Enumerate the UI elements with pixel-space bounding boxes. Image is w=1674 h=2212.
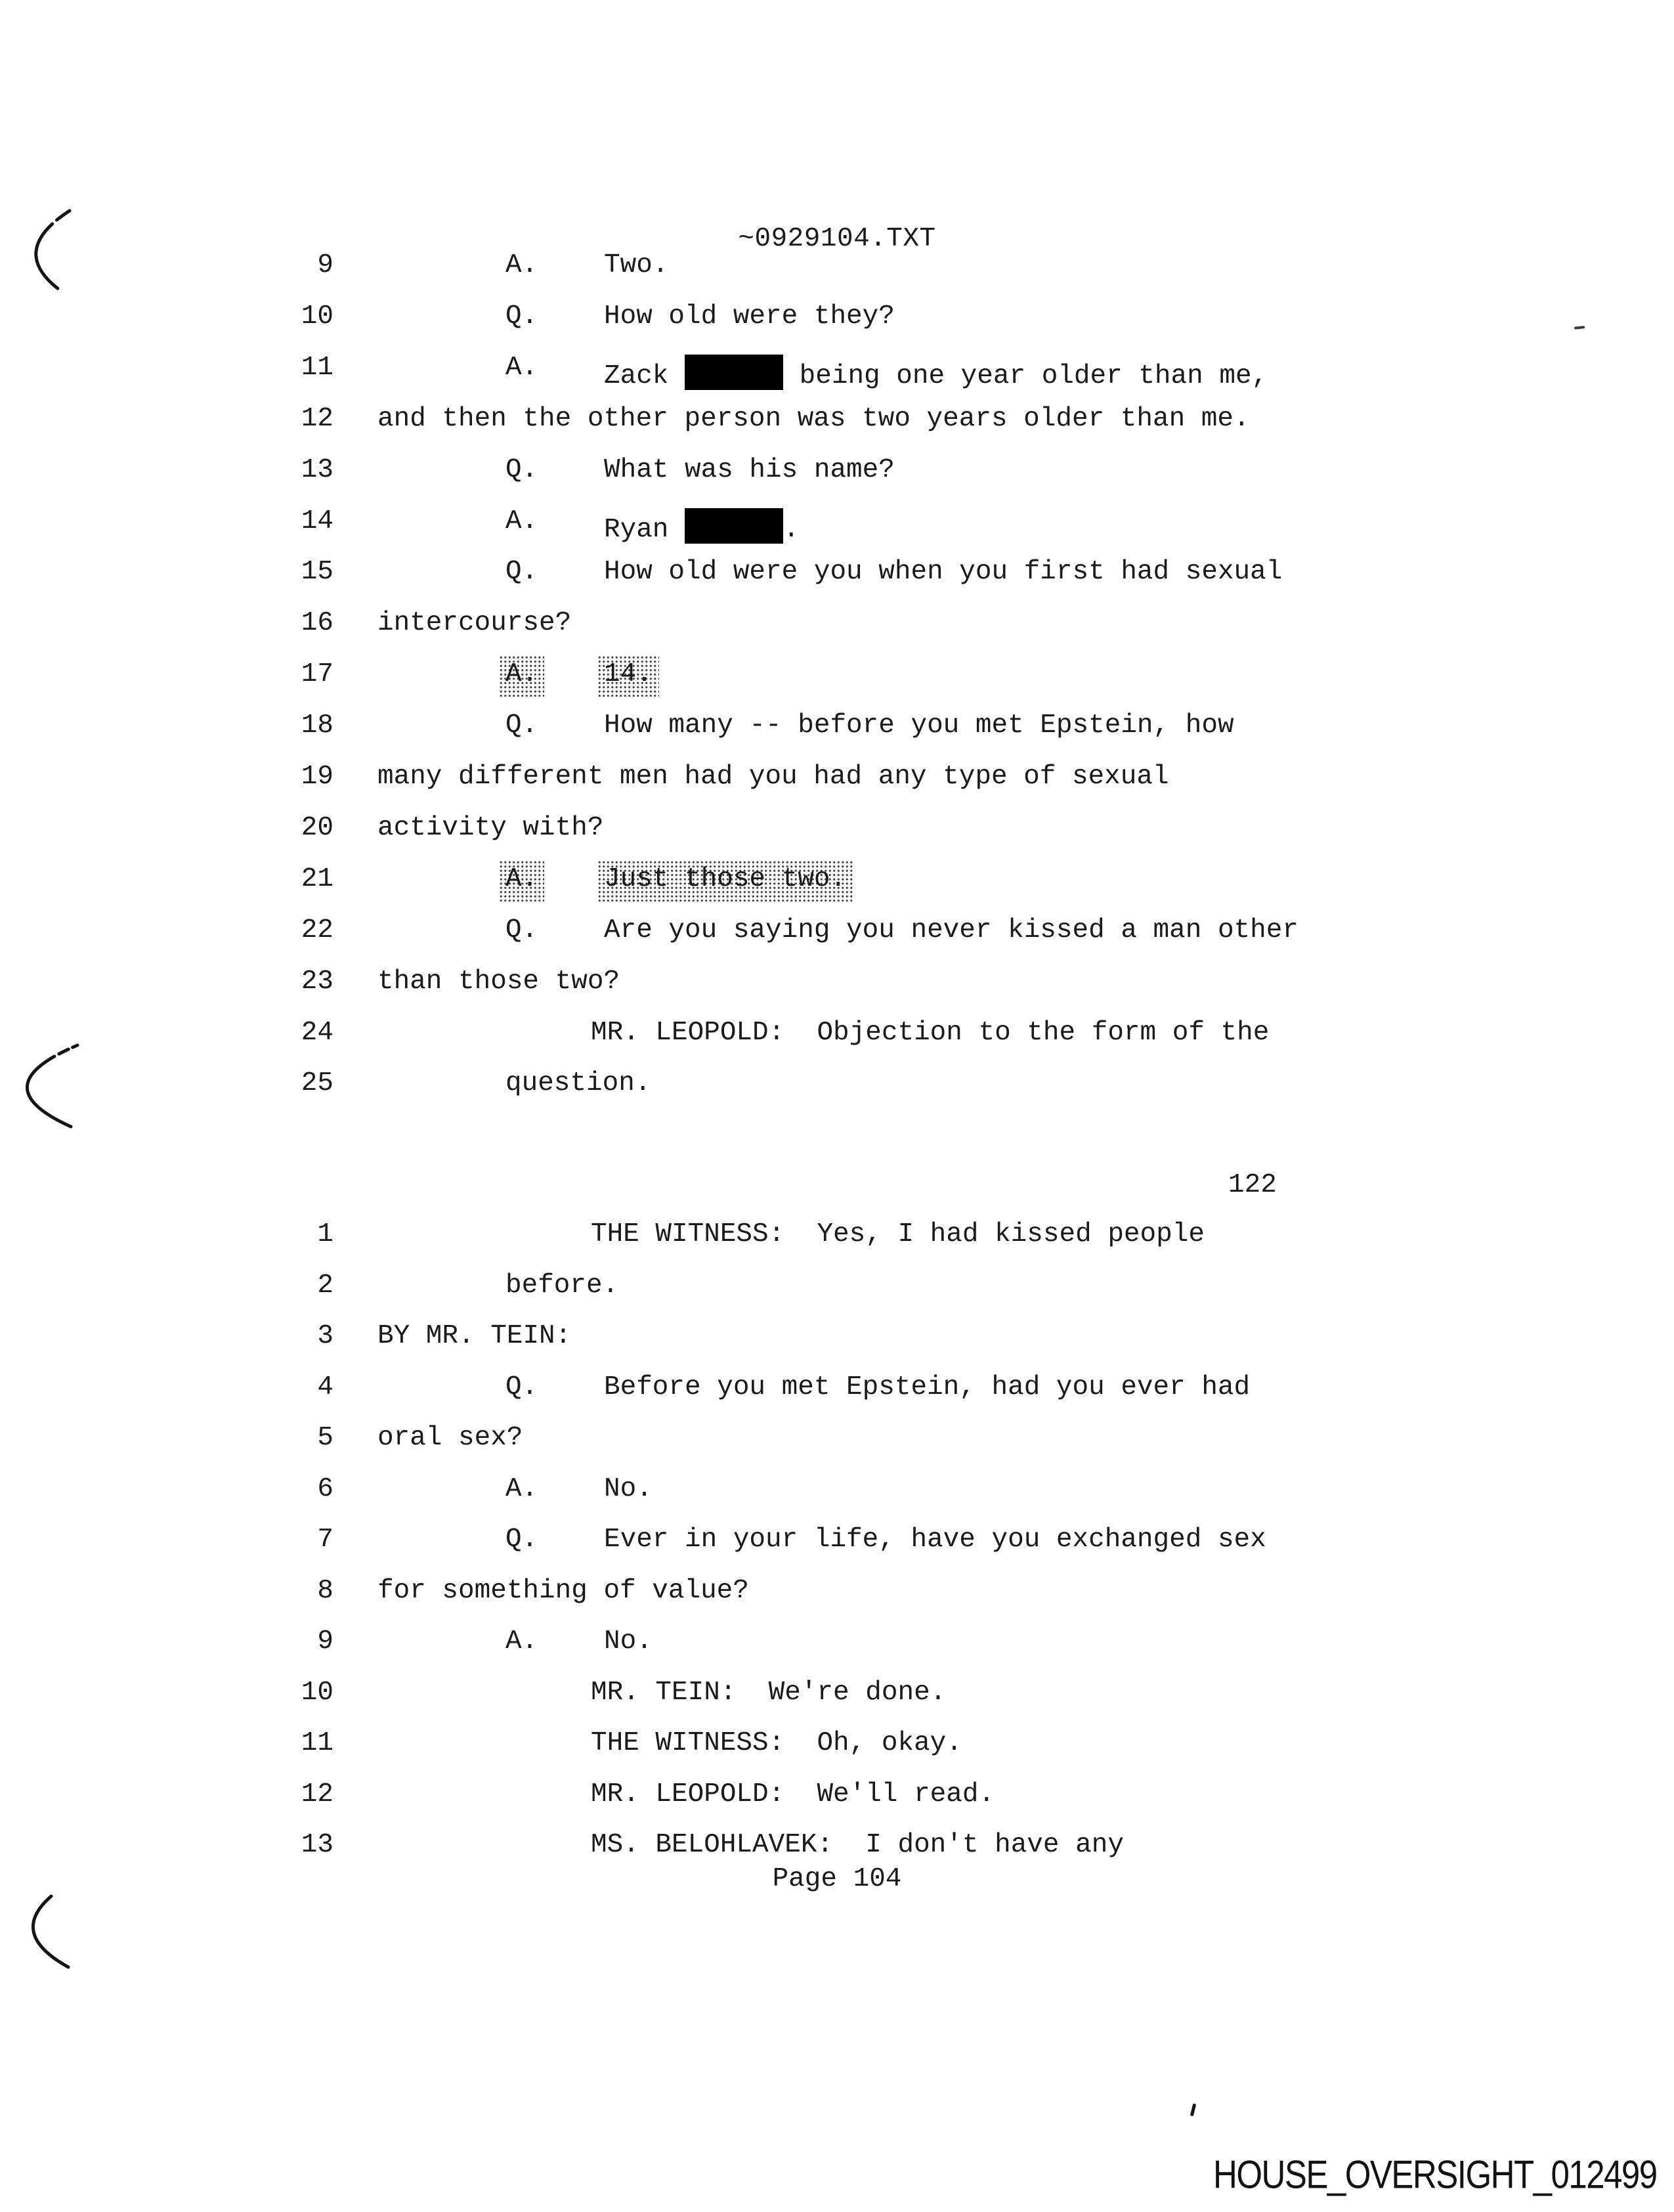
line-text xyxy=(604,508,800,544)
line-number: 16 xyxy=(301,608,333,638)
line-text: BY MR. TEIN: xyxy=(377,1321,572,1351)
line-text: How many -- before you met Epstein, how xyxy=(604,710,1234,741)
line-number: 10 xyxy=(301,1678,333,1708)
qa-label: A. xyxy=(505,353,538,383)
qa-label: A. xyxy=(505,1626,538,1657)
line-number: 4 xyxy=(317,1372,333,1402)
qa-label: Q. xyxy=(505,1525,538,1555)
line-text xyxy=(604,355,1268,390)
transcript-line xyxy=(0,406,1674,445)
line-number: 9 xyxy=(317,1626,333,1657)
transcript-line xyxy=(0,1730,1674,1769)
line-text: THE WITNESS: Yes, I had kissed people xyxy=(591,1219,1205,1249)
transcript-line xyxy=(0,1221,1674,1261)
line-number: 11 xyxy=(301,353,333,383)
hole-punch-arc-bottom xyxy=(33,1896,68,1967)
redaction-box xyxy=(685,508,783,544)
transcript-line xyxy=(0,610,1674,649)
header-filename: ~0929104.TXT xyxy=(738,224,936,254)
line-number: 14 xyxy=(301,506,333,536)
line-number: 19 xyxy=(301,762,333,792)
line-text: 14. xyxy=(597,655,659,697)
line-number: 11 xyxy=(301,1728,333,1758)
line-text: Just those two. xyxy=(597,860,853,901)
qa-label: A. xyxy=(505,1474,538,1504)
qa-label: Q. xyxy=(505,710,538,741)
line-number: 15 xyxy=(301,557,333,587)
redaction-box xyxy=(685,355,783,390)
line-text: many different men had you had any type of sexual xyxy=(377,762,1169,792)
line-number: 3 xyxy=(317,1321,333,1351)
qa-label: Q. xyxy=(505,455,538,485)
line-text: No. xyxy=(604,1474,653,1504)
line-number: 13 xyxy=(301,455,333,485)
line-number: 12 xyxy=(301,1779,333,1810)
line-number: 6 xyxy=(317,1474,333,1504)
line-text: question. xyxy=(505,1068,651,1098)
line-text-segment: Zack xyxy=(604,361,685,391)
transcript-line xyxy=(0,355,1674,394)
transcript-line xyxy=(0,252,1674,292)
line-number: 23 xyxy=(301,966,333,997)
line-text: intercourse? xyxy=(377,608,572,638)
qa-label: Q. xyxy=(505,915,538,945)
line-number: 8 xyxy=(317,1576,333,1606)
transcript-line xyxy=(0,764,1674,803)
line-number: 18 xyxy=(301,710,333,741)
qa-label: A. xyxy=(505,250,538,280)
line-text: What was his name? xyxy=(604,455,895,485)
line-text: oral sex? xyxy=(377,1423,523,1453)
line-text: and then the other person was two years older than me. xyxy=(377,404,1250,434)
line-number: 7 xyxy=(317,1525,333,1555)
qa-label: A. xyxy=(499,655,544,697)
transcript-line xyxy=(0,1425,1674,1464)
bates-stamp: HOUSE_OVERSIGHT_012499 xyxy=(1213,2152,1657,2197)
page-number-122: 122 xyxy=(1228,1170,1277,1200)
transcript-line xyxy=(0,1272,1674,1312)
transcript-line xyxy=(0,508,1674,548)
transcript-line xyxy=(0,1527,1674,1566)
line-text: MS. BELOHLAVEK: I don't have any xyxy=(591,1830,1124,1860)
transcript-line xyxy=(0,303,1674,343)
transcript-line xyxy=(0,559,1674,598)
line-number: 10 xyxy=(301,301,333,332)
line-number: 22 xyxy=(301,915,333,945)
qa-label: A. xyxy=(505,506,538,536)
qa-label: Q. xyxy=(505,1372,538,1402)
transcript-line xyxy=(0,712,1674,752)
transcript-line xyxy=(0,457,1674,496)
transcript-line xyxy=(0,866,1674,905)
line-text: activity with? xyxy=(377,813,604,843)
transcript-line xyxy=(0,917,1674,957)
qa-label: Q. xyxy=(505,557,538,587)
line-text: before. xyxy=(505,1270,619,1301)
transcript-line xyxy=(0,1323,1674,1362)
qa-label: A. xyxy=(499,860,544,901)
line-text: MR. TEIN: We're done. xyxy=(591,1678,947,1708)
line-text: Before you met Epstein, had you ever had xyxy=(604,1372,1251,1402)
line-text: for something of value? xyxy=(377,1576,749,1606)
line-number: 20 xyxy=(301,813,333,843)
transcript-line xyxy=(0,1781,1674,1821)
transcript-line xyxy=(0,1374,1674,1414)
line-number: 9 xyxy=(317,250,333,280)
line-text-segment: Ryan xyxy=(604,515,685,545)
line-text: No. xyxy=(604,1626,653,1657)
line-number: 12 xyxy=(301,404,333,434)
line-text: THE WITNESS: Oh, okay. xyxy=(591,1728,962,1758)
line-number: 5 xyxy=(317,1423,333,1453)
transcript-line xyxy=(0,1476,1674,1515)
line-number: 1 xyxy=(317,1219,333,1249)
transcript-line xyxy=(0,1020,1674,1059)
transcript-line xyxy=(0,1578,1674,1617)
line-text: MR. LEOPOLD: We'll read. xyxy=(591,1779,995,1810)
line-number: 2 xyxy=(317,1270,333,1301)
line-text: Two. xyxy=(604,250,669,280)
transcript-line xyxy=(0,968,1674,1008)
line-text: How old were you when you first had sexual xyxy=(604,557,1283,587)
line-text: Ever in your life, have you exchanged sex xyxy=(604,1525,1266,1555)
scan-artifact-tick xyxy=(1190,2104,1196,2117)
line-number: 24 xyxy=(301,1018,333,1048)
transcript-line xyxy=(0,1070,1674,1110)
line-text: than those two? xyxy=(377,966,620,997)
line-number: 25 xyxy=(301,1068,333,1098)
footer-page-label: Page 104 xyxy=(772,1864,902,1894)
line-number: 17 xyxy=(301,659,333,689)
line-text: MR. LEOPOLD: Objection to the form of the xyxy=(591,1018,1270,1048)
transcript-line xyxy=(0,661,1674,701)
line-text: Are you saying you never kissed a man other xyxy=(604,915,1298,945)
line-text: How old were they? xyxy=(604,301,895,332)
line-text-segment: . xyxy=(783,515,800,545)
transcript-line xyxy=(0,1680,1674,1719)
line-number: 13 xyxy=(301,1830,333,1860)
line-text-segment: being one year older than me, xyxy=(783,361,1268,391)
transcript-line xyxy=(0,815,1674,854)
line-number: 21 xyxy=(301,864,333,894)
transcript-line xyxy=(0,1628,1674,1668)
qa-label: Q. xyxy=(505,301,538,332)
